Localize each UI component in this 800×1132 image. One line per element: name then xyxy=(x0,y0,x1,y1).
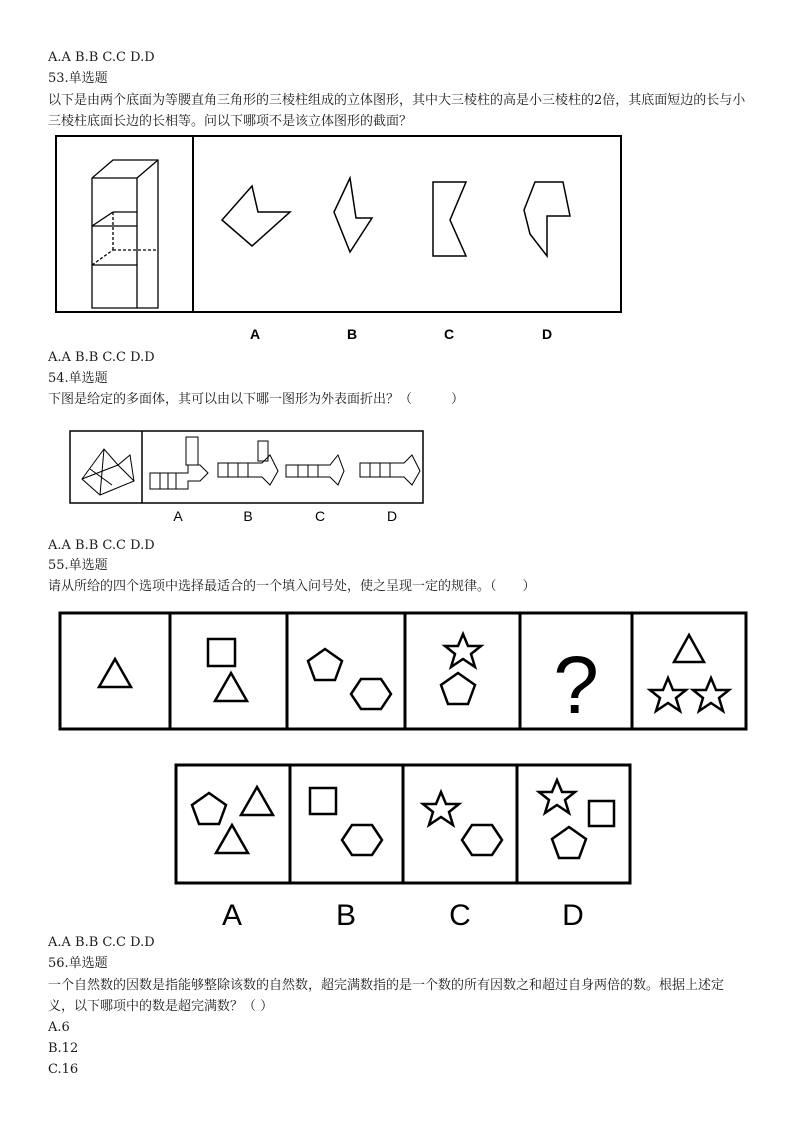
q55-seq4-pentagon xyxy=(441,673,475,704)
q55-optD-pentagon xyxy=(552,827,586,858)
question-54-header: 54.单选题 xyxy=(48,371,108,386)
question-55-options: A.A B.B C.C D.D xyxy=(48,935,155,950)
question-54-figure xyxy=(0,425,800,530)
q55-label-c: C xyxy=(449,899,471,932)
q53-label-d: D xyxy=(541,326,553,342)
question-53-header: 53.单选题 xyxy=(48,71,108,86)
q54-polyhedron xyxy=(82,449,134,495)
q55-seq6-triangle xyxy=(674,635,704,662)
q55-optD-star xyxy=(539,780,575,813)
q55-label-a: A xyxy=(221,899,243,932)
question-55-header: 55.单选题 xyxy=(48,558,108,573)
q54-label-a: A xyxy=(173,508,183,524)
q54-option-b-net xyxy=(218,441,278,485)
q54-label-c: C xyxy=(314,508,326,524)
q53-option-d-shape xyxy=(524,182,570,256)
q55-optD-square xyxy=(589,801,614,826)
question-54-options: A.A B.B C.C D.D xyxy=(48,538,155,553)
q55-seq2-triangle xyxy=(215,673,247,701)
q55-sequence-frame xyxy=(60,613,746,729)
q54-option-d-net xyxy=(360,455,420,485)
question-53-text: 以下是由两个底面为等腰直角三角形的三棱柱组成的立体图形，其中大三棱柱的高是小三棱柱的2倍，其底面短边的长与小三棱柱底面长边的长相等。问以下哪项不是该立体图形的截面？ xyxy=(48,93,746,129)
question-56-text: 一个自然数的因数是指能够整除该数的自然数，超完满数指的是一个数的所有因数之和超过自身两倍的数。根据上述定义，以下哪项中的数是超完满数？（ ） xyxy=(48,978,725,1014)
q53-label-c: C xyxy=(443,326,455,342)
question-54-text: 下图是给定的多面体，其可以由以下哪一图形为外表面折出？（ ） xyxy=(48,392,465,407)
q55-optC-star xyxy=(423,792,459,825)
question-56-header: 56.单选题 xyxy=(48,956,108,971)
q54-label-b: B xyxy=(243,508,253,524)
q55-optB-hexagon xyxy=(342,825,382,855)
q55-seq6-star-left xyxy=(650,678,686,711)
q55-seq4-star xyxy=(445,634,481,667)
question-56-choice-a: A.6 xyxy=(48,1020,70,1035)
question-56-choice-c: C.16 xyxy=(48,1062,79,1077)
q54-label-d: D xyxy=(386,508,398,524)
q55-seq1-triangle xyxy=(99,659,131,687)
q55-seq6-star-right xyxy=(693,678,729,711)
question-53-options: A.A B.B C.C D.D xyxy=(48,350,155,365)
q55-optA-triangle-bottom xyxy=(216,825,248,853)
q53-label-b: B xyxy=(346,326,358,342)
options-line-q52: A.A B.B C.C D.D xyxy=(48,50,155,65)
q55-optA-pentagon xyxy=(192,793,226,824)
q53-solid-figure xyxy=(92,160,158,350)
q54-option-a-net xyxy=(150,437,208,489)
q55-label-d: D xyxy=(562,899,584,932)
q55-optB-square xyxy=(310,788,336,814)
q55-seq2-square xyxy=(208,639,235,666)
q53-option-a-shape xyxy=(222,186,290,246)
q55-optA-triangle-right xyxy=(241,787,273,815)
question-53-figure xyxy=(0,130,800,350)
q54-option-c-net xyxy=(286,455,344,485)
q53-label-a: A xyxy=(249,326,261,342)
q55-seq3-pentagon xyxy=(308,649,342,680)
question-56-choice-b: B.12 xyxy=(48,1041,79,1056)
q55-question-mark: ? xyxy=(553,640,599,731)
q55-optC-hexagon xyxy=(462,825,502,855)
q55-label-b: B xyxy=(335,899,357,932)
q53-option-c-shape xyxy=(433,182,466,256)
q53-option-b-shape xyxy=(334,178,372,252)
q55-seq3-hexagon xyxy=(351,679,391,709)
question-55-figure xyxy=(0,605,800,935)
question-55-text: 请从所给的四个选项中选择最适合的一个填入问号处，使之呈现一定的规律。（ ） xyxy=(48,579,536,594)
